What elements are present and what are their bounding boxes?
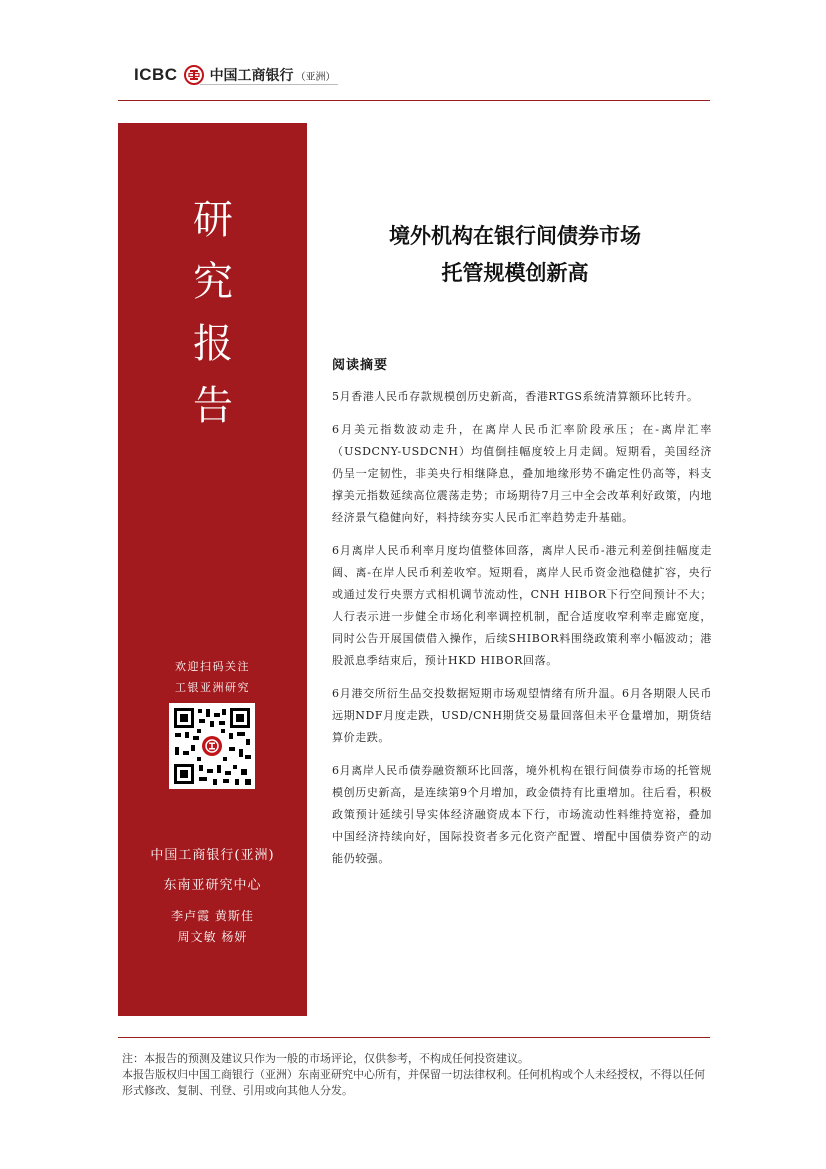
bottom-divider (118, 1037, 710, 1038)
bank-name: 中国工商银行 (209, 68, 294, 84)
title-line: 境外机构在银行间债券市场 (389, 224, 641, 248)
scan-line: 工银亚洲研究 (175, 681, 250, 694)
title-char: 告 (193, 383, 233, 429)
authors-line: 李卢霞 黄斯佳 (171, 909, 254, 923)
authors-line: 周文敏 杨妍 (177, 930, 248, 944)
scan-line: 欢迎扫码关注 (175, 660, 250, 673)
report-type-title (178, 189, 248, 437)
org-line: 东南亚研究中心 (163, 878, 262, 893)
title-char: 报 (193, 321, 233, 367)
title-char: 研 (193, 197, 233, 243)
disclaimer-line: 本报告版权归中国工商银行（亚洲）东南亚研究中心所有，并保留一切法律权利。任何机构或个人未经授权，不得以任何形式修改、复制、刊登、引用或向其他人分发。 (122, 1068, 705, 1097)
summary-paragraph: 6月离岸人民币利率月度均值整体回落，离岸人民币-港元利差倒挂幅度走阔、离-在岸人民币利差收窄。短期看，离岸人民币资金池稳健扩容，央行或通过发行央票方式相机调节流动性，CNH HIBOR下行空间预计不大；人行表示进一步健全市场化利率调控机制，配合适度收窄利率走廊宽度，同时公告开展国债借入操作，后续SHIBOR料围绕政策利率小幅波动；港股派息季结束后，预计HKD HIBOR回落。 (332, 544, 712, 667)
summary-paragraph: 6月美元指数波动走升，在离岸人民币汇率阶段承压；在-离岸汇率（USDCNY-USDCNH）均值倒挂幅度较上月走阔。短期看，美国经济仍呈一定韧性，非美央行相继降息，叠加地缘形势不确定性仍高等，料支撑美元指数延续高位震荡走势；市场期待7月三中全会改革利好政策，内地经济景气稳健向好，料持续夯实人民币汇率趋势走升基础。 (332, 423, 712, 524)
header-underline (200, 84, 338, 85)
title-char: 究 (193, 259, 233, 305)
sidebar (118, 123, 307, 1016)
summary-paragraph: 6月离岸人民币债券融资额环比回落，境外机构在银行间债券市场的托管规模创历史新高，是连续第9个月增加，政金债持有比重增加。往后看，积极政策预计延续引导实体经济融资成本下行，市场流动性料维持宽裕，叠加中国经济持续向好，国际投资者多元化资产配置、增配中国债券资产的动能仍较强。 (332, 764, 712, 865)
disclaimer (122, 1051, 714, 1099)
report-title (330, 218, 700, 292)
summary-heading: 阅读摘要 (332, 358, 389, 373)
bank-subtitle: （亚洲） (295, 71, 336, 83)
icbc-brand: ICBC (134, 65, 178, 84)
scan-prompt (118, 656, 307, 698)
org-line: 中国工商银行(亚洲) (150, 848, 275, 863)
summary-body (332, 386, 712, 881)
top-divider (118, 100, 710, 101)
title-line: 托管规模创新高 (441, 261, 589, 285)
summary-paragraph: 6月港交所衍生品交投数据短期市场观望情绪有所升温。6月各期限人民币远期NDF月度走跌，USD/CNH期货交易量回落但未平仓量增加，期货结算价走跌。 (332, 687, 712, 744)
org-name (118, 841, 307, 901)
authors (118, 906, 307, 948)
summary-paragraph: 5月香港人民币存款规模创历史新高，香港RTGS系统清算额环比转升。 (332, 390, 699, 403)
disclaimer-line: 注：本报告的预测及建议只作为一般的市场评论，仅供参考，不构成任何投资建议。 (122, 1052, 529, 1065)
qr-code-icon[interactable] (169, 703, 255, 789)
icbc-logo-icon (184, 65, 204, 85)
